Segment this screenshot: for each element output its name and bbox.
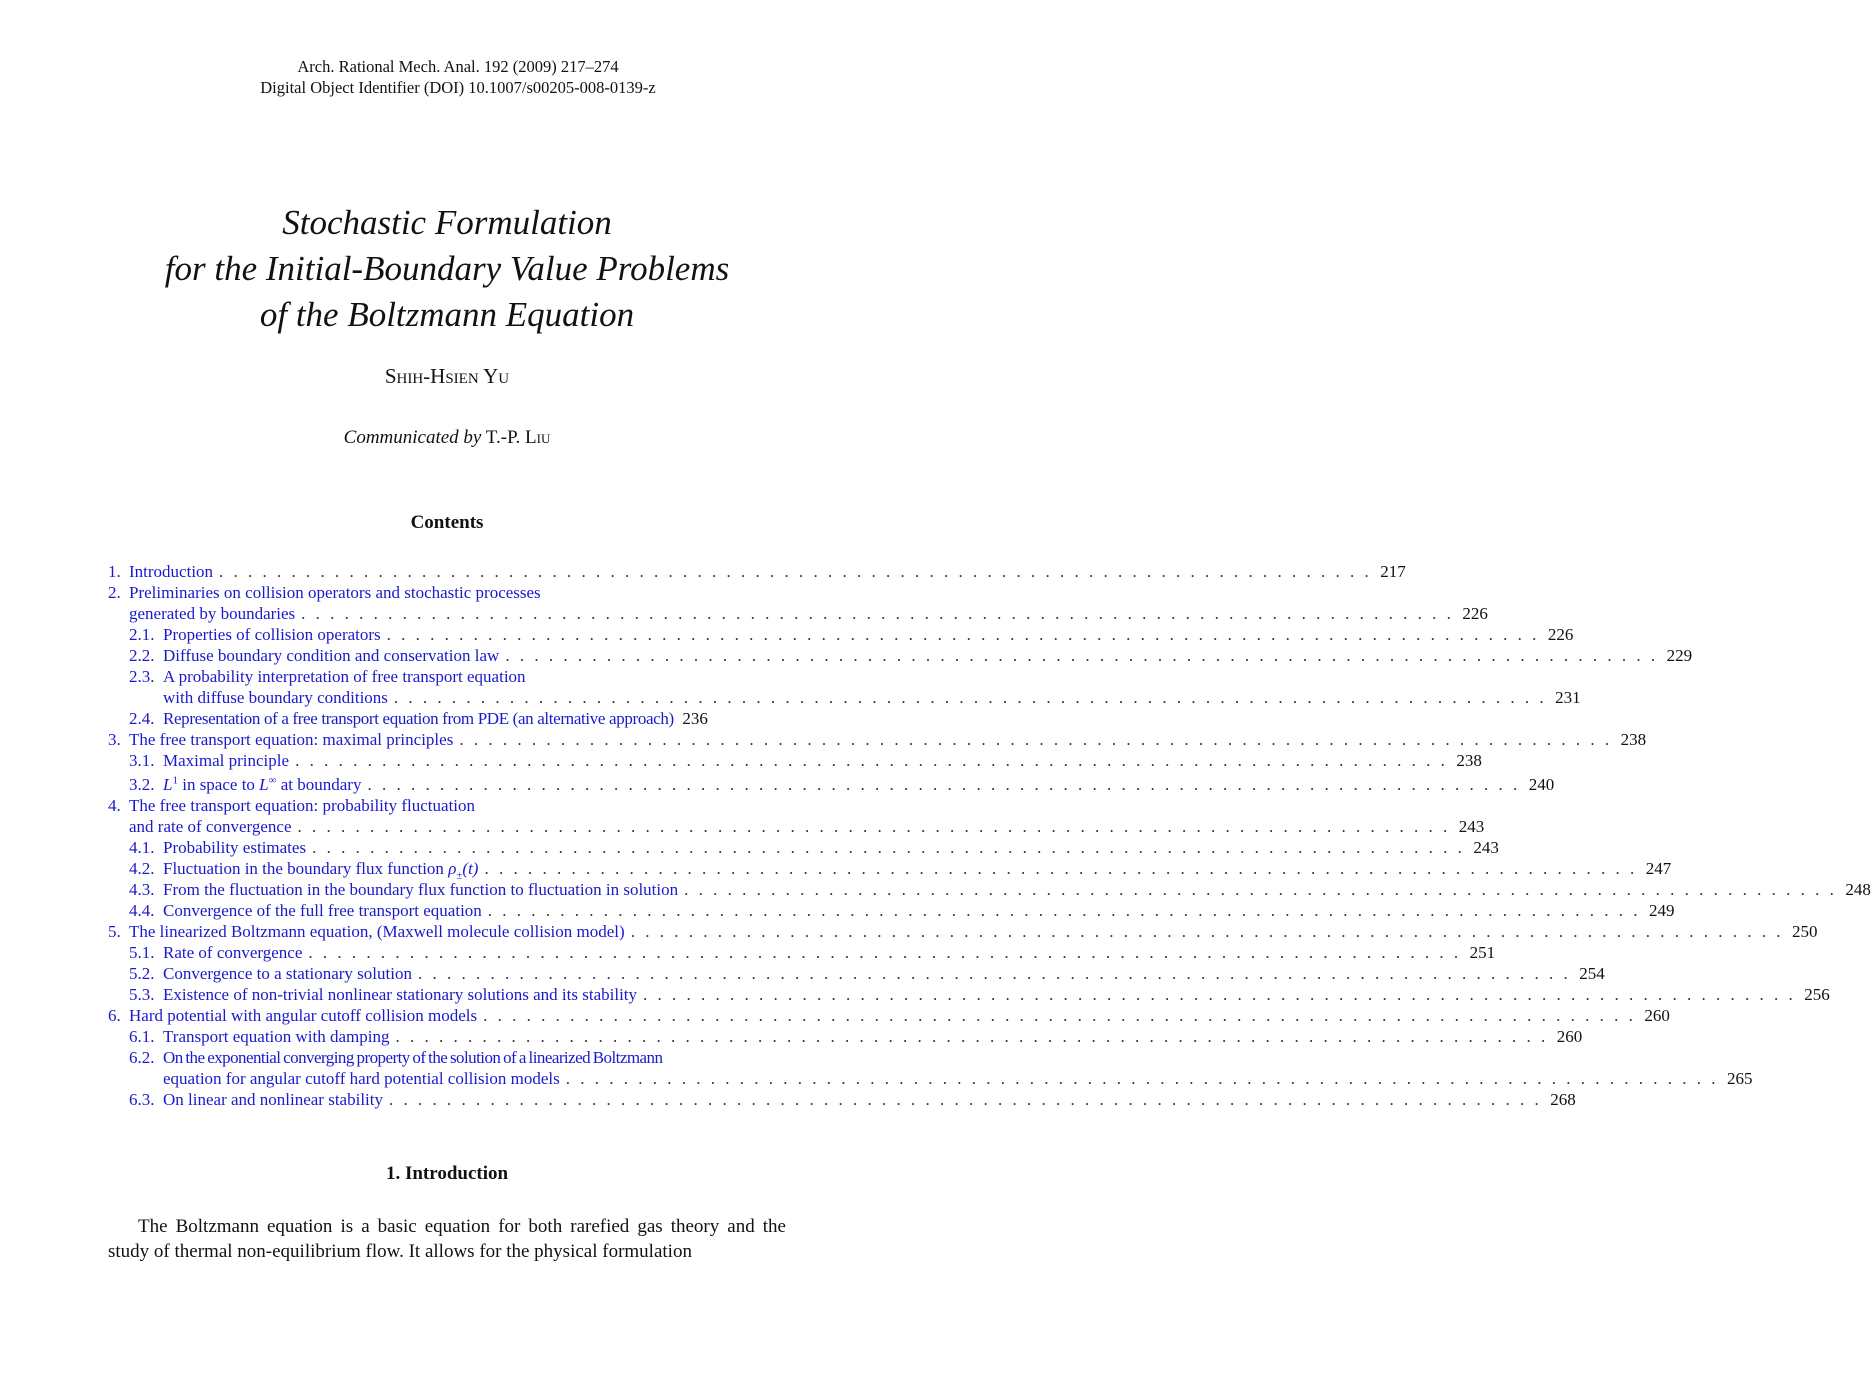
title-line: Stochastic Formulation <box>282 203 612 242</box>
toc-entry-probability-fluctuation[interactable] <box>108 795 792 816</box>
toc-page: 243 <box>1458 817 1485 836</box>
toc-link[interactable]: Convergence to a stationary solution <box>163 964 412 983</box>
toc-number: 6. <box>108 1006 121 1025</box>
toc-link[interactable]: Diffuse boundary condition and conservation law <box>163 646 500 665</box>
toc-entry-4-1[interactable] <box>108 837 1499 858</box>
toc-link[interactable]: On linear and nonlinear stability <box>163 1090 383 1109</box>
toc-page: 265 <box>1726 1069 1753 1088</box>
toc-leader <box>213 561 1372 582</box>
toc-link[interactable]: The free transport equation: probability fluctuation <box>129 796 476 815</box>
toc-entry-6-2[interactable] <box>108 1047 792 1068</box>
toc-entry-2-4[interactable] <box>108 708 792 729</box>
toc-leader <box>390 1026 1549 1047</box>
toc-page: 268 <box>1550 1090 1576 1109</box>
toc-entry-3-1[interactable] <box>108 750 1482 771</box>
toc-number: 3.2. <box>129 775 155 794</box>
math-symbol: L <box>163 775 173 794</box>
toc-link[interactable] <box>163 774 361 795</box>
toc-page: 249 <box>1649 901 1675 920</box>
toc-link[interactable]: Rate of convergence <box>163 943 303 962</box>
toc-entry-preliminaries[interactable] <box>108 582 792 603</box>
toc-number: 5.1. <box>129 943 155 962</box>
toc-link[interactable]: Introduction <box>129 562 214 581</box>
toc-leader <box>499 645 1658 666</box>
intro-paragraph: The Boltzmann equation is a basic equation for both rarefied gas theory and the study of thermal non-equilibrium flow. It allows for the physical formulation <box>108 1216 786 1262</box>
journal-citation: Arch. Rational Mech. Anal. 192 (2009) 217–274 <box>297 57 619 76</box>
toc-leader <box>306 837 1465 858</box>
toc-number: 4.2. <box>129 859 155 878</box>
toc-page: 260 <box>1556 1027 1583 1046</box>
toc-page: 254 <box>1579 964 1605 983</box>
communicator-name: Liu <box>525 427 551 448</box>
table-of-contents <box>108 561 1871 1110</box>
toc-entry-free-transport-maximal[interactable] <box>108 729 1647 750</box>
toc-link[interactable]: Hard potential with angular cutoff collision models <box>129 1006 478 1025</box>
toc-page: 217 <box>1380 562 1406 581</box>
communicated-by <box>0 427 894 449</box>
toc-number: 2.3. <box>129 667 155 686</box>
title-line: for the Initial-Boundary Value Problems <box>164 249 730 288</box>
toc-link[interactable]: Preliminaries on collision operators and stochastic processes <box>129 583 541 602</box>
toc-link[interactable]: The free transport equation: maximal principles <box>129 730 454 749</box>
toc-link[interactable]: A probability interpretation of free transport equation <box>163 667 526 686</box>
toc-entry-5-1[interactable] <box>108 942 1496 963</box>
toc-number: 4.4. <box>129 901 155 920</box>
toc-page: 248 <box>1845 880 1871 899</box>
toc-page: 238 <box>1620 730 1647 749</box>
toc-leader <box>412 963 1571 984</box>
toc-link[interactable]: Transport equation with damping <box>163 1027 390 1046</box>
toc-leader <box>361 774 1520 795</box>
toc-number: 3.1. <box>129 751 155 770</box>
toc-leader <box>625 921 1784 942</box>
toc-leader <box>453 729 1612 750</box>
toc-number: 6.2. <box>129 1048 155 1067</box>
toc-page: 260 <box>1644 1006 1670 1025</box>
toc-link[interactable] <box>163 858 479 882</box>
toc-link[interactable]: generated by boundaries <box>129 604 296 623</box>
toc-page: 238 <box>1456 751 1482 770</box>
toc-link[interactable]: Existence of non-trivial nonlinear stationary solutions and its stability <box>163 985 638 1004</box>
toc-number: 2.1. <box>129 625 155 644</box>
toc-number: 1. <box>108 562 121 581</box>
toc-leader <box>383 1089 1542 1110</box>
toc-entry-5-3[interactable] <box>108 984 1830 1005</box>
toc-link[interactable]: The linearized Boltzmann equation, (Maxwell molecule collision model) <box>129 922 625 941</box>
toc-entry-3-2[interactable] <box>108 774 1555 795</box>
toc-leader <box>560 1068 1719 1089</box>
toc-leader <box>388 687 1547 708</box>
toc-page: 229 <box>1666 646 1693 665</box>
toc-entry-2-3-cont[interactable] <box>108 687 1581 708</box>
toc-link-text: at boundary <box>276 775 362 794</box>
toc-number: 4.1. <box>129 838 155 857</box>
toc-number: 5.3. <box>129 985 155 1004</box>
toc-entry-linearized-boltzmann[interactable] <box>108 921 1818 942</box>
toc-entry-4-3[interactable] <box>108 879 1871 900</box>
toc-number: 2. <box>108 583 121 602</box>
toc-page: 251 <box>1469 943 1496 962</box>
toc-link[interactable]: with diffuse boundary conditions <box>163 688 388 707</box>
journal-header <box>0 56 916 98</box>
toc-page: 247 <box>1645 859 1672 878</box>
toc-number: 6.3. <box>129 1090 155 1109</box>
math-symbol: ρ <box>448 859 457 878</box>
toc-leader <box>292 816 1451 837</box>
toc-number: 2.2. <box>129 646 155 665</box>
toc-link[interactable]: Representation of a free transport equation from PDE (an alternative approach) <box>163 709 674 728</box>
toc-entry-introduction[interactable] <box>108 561 1406 582</box>
toc-entry-probability-fluctuation-cont[interactable] <box>108 816 1485 837</box>
toc-number: 5. <box>108 922 121 941</box>
toc-leader <box>381 624 1540 645</box>
math-symbol: L <box>259 775 269 794</box>
toc-link[interactable]: equation for angular cutoff hard potential collision models <box>163 1069 560 1088</box>
toc-entry-2-2[interactable] <box>108 645 1693 666</box>
toc-leader <box>482 900 1641 921</box>
toc-link[interactable]: Properties of collision operators <box>163 625 381 644</box>
toc-link[interactable]: On the exponential converging property of the solution of a linearized Boltzmann <box>163 1048 663 1067</box>
toc-page: 256 <box>1804 985 1830 1004</box>
toc-number: 6.1. <box>129 1027 155 1046</box>
toc-number: 2.4. <box>129 709 155 728</box>
doi-line: Digital Object Identifier (DOI) 10.1007/s00205-008-0139-z <box>260 78 656 97</box>
author-name: Shih-Hsien Yu <box>384 364 510 388</box>
paper-title <box>0 200 894 338</box>
contents-heading: Contents <box>410 512 484 533</box>
toc-page: 226 <box>1547 625 1574 644</box>
math-argument: (t) <box>462 859 479 878</box>
toc-page: 231 <box>1555 688 1581 707</box>
math-superscript: 1 <box>172 774 178 787</box>
toc-leader <box>678 879 1837 900</box>
math-subscript: ± <box>456 869 463 882</box>
toc-entry-6-3[interactable] <box>108 1089 1576 1110</box>
toc-link-text: Fluctuation in the boundary flux function <box>163 859 449 878</box>
toc-link-text: in space to <box>177 775 260 794</box>
toc-page: 226 <box>1462 604 1488 623</box>
toc-entry-6-2-cont[interactable] <box>108 1068 1753 1089</box>
toc-number: 5.2. <box>129 964 155 983</box>
toc-leader <box>302 942 1461 963</box>
toc-entry-4-4[interactable] <box>108 900 1675 921</box>
toc-page: 250 <box>1791 922 1818 941</box>
toc-link[interactable]: Maximal principle <box>163 751 290 770</box>
toc-link[interactable]: Probability estimates <box>163 838 307 857</box>
toc-leader <box>478 858 1637 879</box>
toc-page: 236 <box>682 709 708 728</box>
section-heading-introduction: 1. Introduction <box>385 1163 509 1184</box>
math-superscript: ∞ <box>268 774 277 787</box>
communicator-initials: T.-P. <box>485 427 521 448</box>
toc-link[interactable]: and rate of convergence <box>129 817 292 836</box>
toc-number: 4. <box>108 796 121 815</box>
toc-entry-preliminaries-cont[interactable] <box>108 603 1488 624</box>
toc-leader <box>477 1005 1636 1026</box>
toc-link[interactable]: Convergence of the full free transport equation <box>163 901 482 920</box>
title-line: of the Boltzmann Equation <box>259 295 635 334</box>
toc-leader <box>289 750 1448 771</box>
toc-entry-2-1[interactable] <box>108 624 1574 645</box>
toc-entry-2-3[interactable] <box>108 666 792 687</box>
toc-page: 240 <box>1528 775 1555 794</box>
toc-link[interactable]: From the fluctuation in the boundary flux function to fluctuation in solution <box>163 880 679 899</box>
toc-number: 3. <box>108 730 121 749</box>
toc-number: 4.3. <box>129 880 155 899</box>
communicated-prefix: Communicated by <box>343 427 482 448</box>
toc-leader <box>295 603 1454 624</box>
toc-leader <box>637 984 1796 1005</box>
toc-page: 243 <box>1473 838 1499 857</box>
toc-entry-6-1[interactable] <box>108 1026 1583 1047</box>
toc-entry-4-2[interactable] <box>108 858 1672 882</box>
toc-entry-5-2[interactable] <box>108 963 1605 984</box>
toc-entry-hard-potential[interactable] <box>108 1005 1670 1026</box>
